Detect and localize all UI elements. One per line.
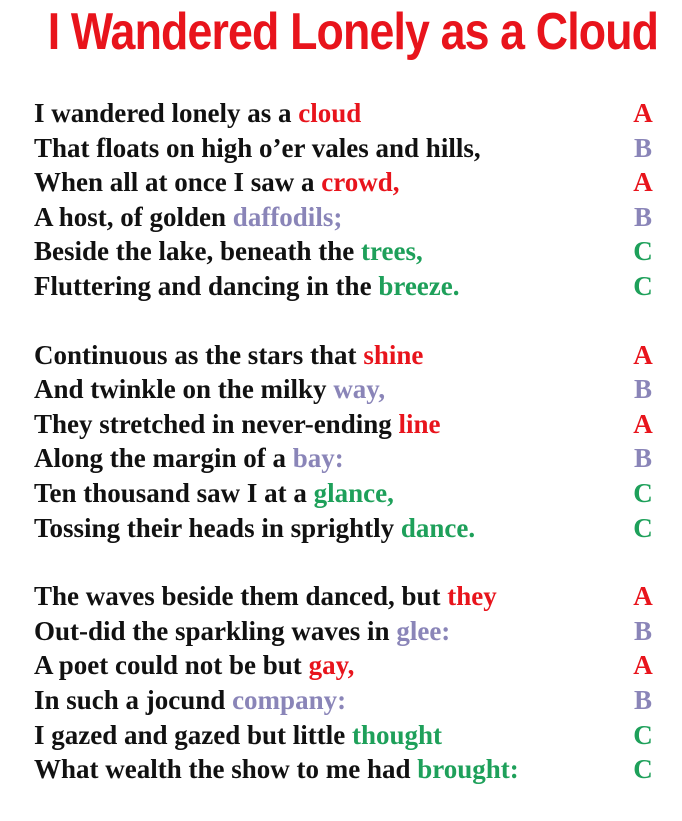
rhyme-scheme-letter: A	[633, 339, 653, 370]
stanza	[34, 96, 664, 304]
poem-line	[34, 96, 664, 131]
rhyme-scheme-letter: C	[633, 754, 653, 785]
line-text: Continuous as the stars that	[34, 339, 364, 370]
rhyme-scheme-letter: B	[633, 684, 652, 715]
rhyme-word: glee:	[396, 615, 451, 646]
rhyme-scheme-letter: A	[633, 98, 653, 128]
rhyme-scheme-letter: B	[633, 374, 652, 405]
rhyme-scheme-letter: C	[633, 512, 653, 543]
rhyme-word: bay:	[292, 443, 344, 474]
line-text: Tossing their heads in sprightly	[34, 512, 401, 543]
poem-line	[34, 338, 664, 373]
rhyme-scheme-letter: A	[633, 581, 653, 612]
rhyme-word: daffodils;	[232, 201, 343, 232]
poem-line	[34, 683, 664, 718]
rhyme-word: cloud	[298, 98, 362, 128]
line-text: And twinkle on the milky	[34, 374, 334, 405]
poem-line	[34, 614, 664, 649]
poem-line	[34, 752, 664, 787]
poem-line	[34, 648, 664, 683]
rhyme-word: company:	[232, 684, 347, 715]
rhyme-word: they	[447, 581, 497, 612]
poem-line	[34, 200, 664, 235]
rhyme-word: breeze.	[378, 270, 460, 301]
line-text: I gazed and gazed but little	[34, 719, 353, 750]
line-text: Out-did the sparkling waves in	[34, 615, 397, 646]
poem-line	[34, 165, 664, 200]
rhyme-word: dance.	[400, 512, 476, 543]
line-text: What wealth the show to me had	[34, 754, 418, 785]
line-text: I wandered lonely as a	[34, 98, 299, 128]
rhyme-scheme-letter: A	[633, 650, 653, 681]
line-text: The waves beside them danced, but	[34, 581, 448, 612]
line-text: A poet could not be but	[34, 650, 309, 681]
rhyme-scheme-letter: C	[633, 236, 653, 267]
line-text: In such a jocund	[34, 684, 233, 715]
poem-line	[34, 441, 664, 476]
line-text: Fluttering and dancing in the	[34, 270, 379, 301]
rhyme-word: thought	[352, 719, 443, 750]
poem-line	[34, 476, 664, 511]
rhyme-word: shine	[363, 339, 424, 370]
poem-line	[34, 407, 664, 442]
rhyme-scheme-letter: A	[633, 408, 653, 439]
poem-title: I Wandered Lonely as a Cloud	[47, 3, 659, 61]
poem-line	[34, 269, 664, 304]
line-text: They stretched in never-ending	[34, 408, 399, 439]
rhyme-scheme-letter: B	[633, 615, 652, 646]
poem-line	[34, 579, 664, 614]
poem-line	[34, 718, 664, 753]
line-text: Ten thousand saw I at a	[34, 477, 314, 508]
rhyme-scheme-letter: C	[633, 719, 653, 750]
line-text: When all at once I saw a	[34, 167, 322, 198]
poem-line	[34, 511, 664, 546]
stanza	[34, 579, 664, 787]
rhyme-word: line	[398, 408, 441, 439]
rhyme-scheme-letter: B	[633, 132, 652, 163]
poem-line	[34, 131, 664, 166]
rhyme-word: trees,	[361, 236, 423, 267]
line-text: That floats on high o’er vales and hills,	[34, 132, 481, 163]
rhyme-scheme-letter: B	[633, 201, 652, 232]
rhyme-scheme-letter: C	[633, 477, 653, 508]
stanza	[34, 338, 664, 546]
rhyme-word: gay,	[308, 650, 355, 681]
rhyme-scheme-letter: C	[633, 270, 653, 301]
line-text: Along the margin of a	[34, 443, 293, 474]
rhyme-word: crowd,	[321, 167, 400, 198]
line-text: Beside the lake, beneath the	[34, 236, 361, 267]
line-text: A host, of golden	[34, 201, 233, 232]
poem-line	[34, 234, 664, 269]
poem-line	[34, 372, 664, 407]
rhyme-word: way,	[333, 374, 386, 405]
rhyme-scheme-letter: A	[633, 167, 653, 198]
rhyme-word: brought:	[417, 754, 519, 785]
rhyme-scheme-letter: B	[633, 443, 652, 474]
poem-body	[34, 96, 664, 821]
rhyme-word: glance,	[313, 477, 394, 508]
